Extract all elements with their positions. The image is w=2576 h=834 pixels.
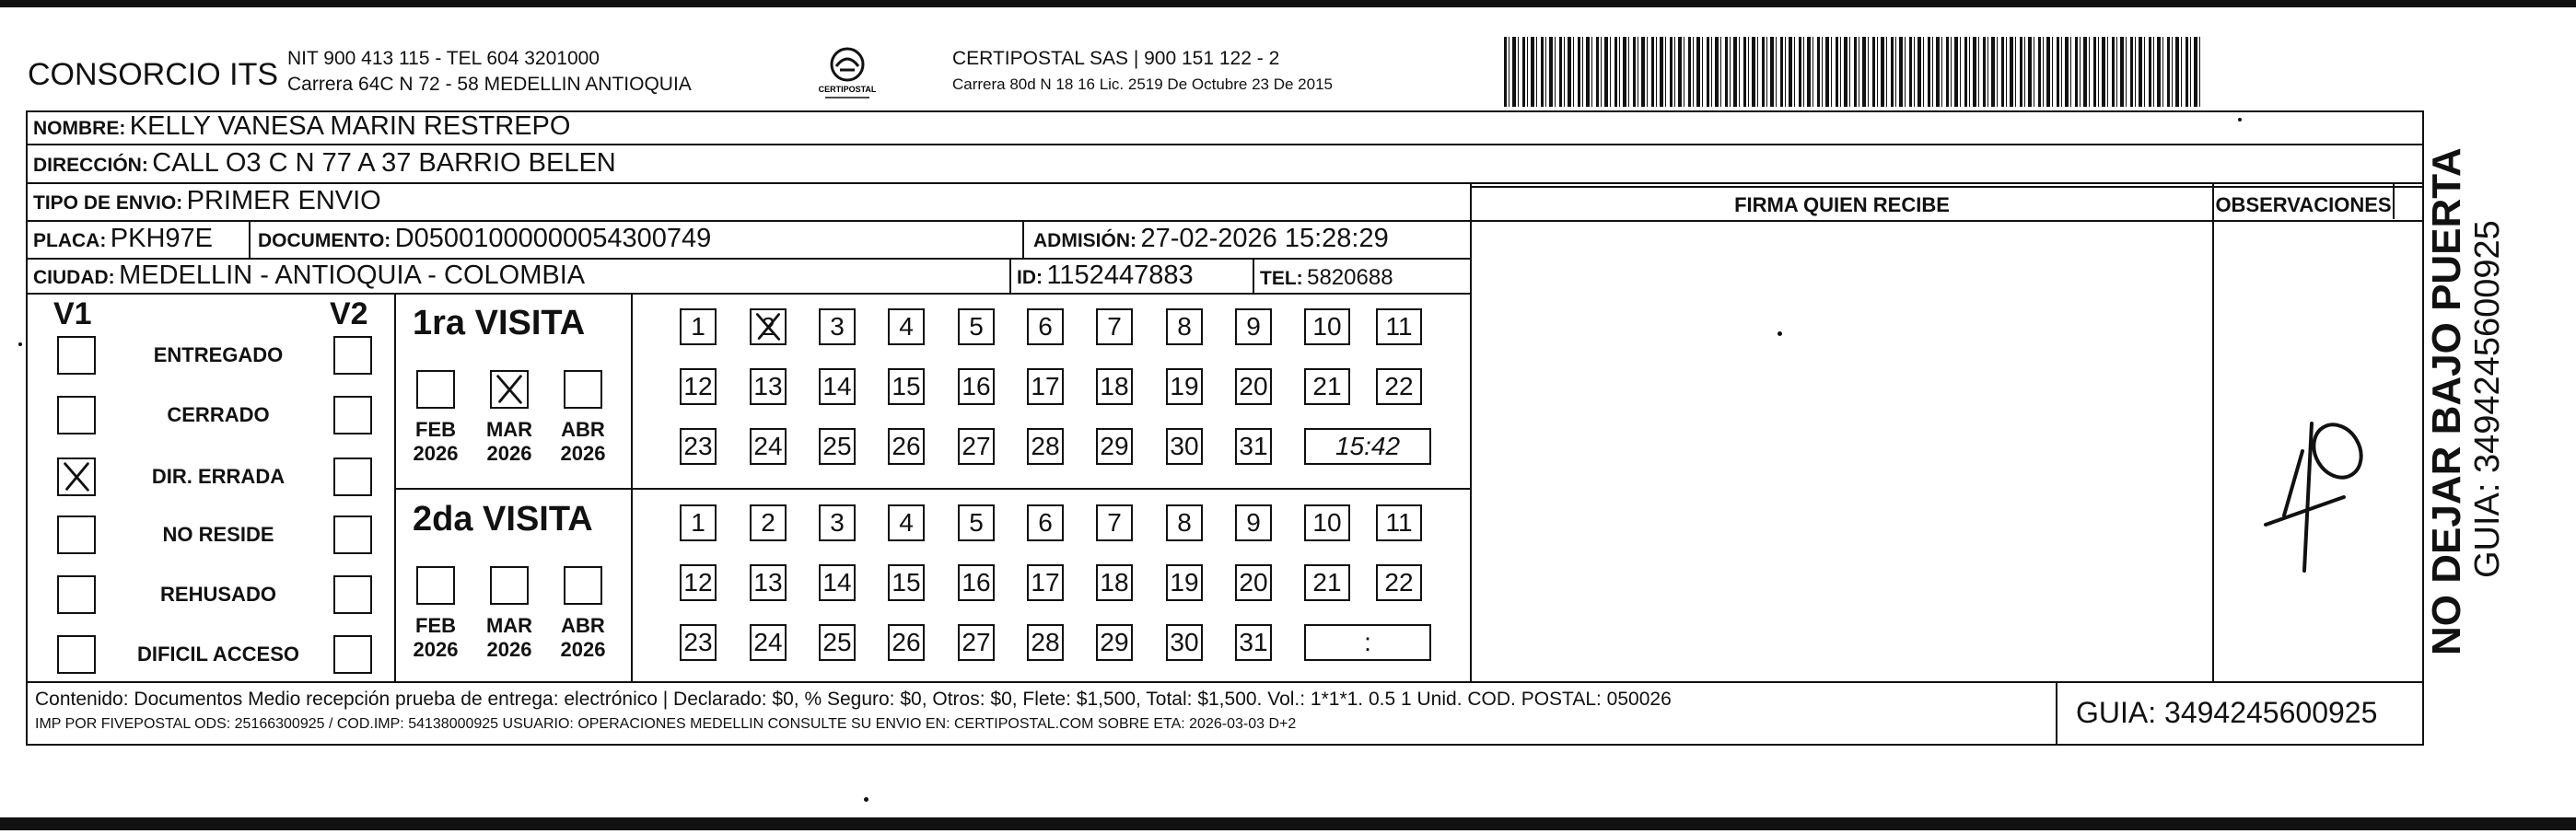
- day-box[interactable]: [750, 624, 787, 661]
- month-checkbox[interactable]: [416, 370, 455, 409]
- day-box[interactable]: [680, 504, 717, 541]
- month-checkbox[interactable]: [564, 370, 602, 409]
- month-label: [556, 614, 610, 662]
- ciudad-value: MEDELLIN - ANTIOQUIA - COLOMBIA: [119, 261, 586, 290]
- col-divider: [1009, 258, 1011, 293]
- col-divider: [631, 293, 633, 681]
- day-number: 26: [892, 628, 921, 656]
- day-box[interactable]: [1166, 368, 1203, 405]
- v2-checkbox[interactable]: [333, 336, 372, 375]
- nombre-label: NOMBRE:: [33, 118, 126, 139]
- col-divider: [1470, 182, 1472, 681]
- day-number: 18: [1100, 568, 1129, 597]
- day-box[interactable]: [1376, 504, 1422, 541]
- documento-row: [258, 224, 711, 254]
- month-checkbox[interactable]: [490, 370, 529, 409]
- month-label: [556, 418, 610, 466]
- day-box[interactable]: [958, 428, 995, 465]
- side-warning: NO DEJAR BAJO PUERTA: [2424, 147, 2469, 655]
- day-box[interactable]: [888, 624, 925, 661]
- col-divider: [2056, 681, 2057, 746]
- tel-value: 5820688: [1307, 265, 1393, 290]
- day-number: 13: [753, 372, 783, 400]
- day-box[interactable]: [1096, 504, 1133, 541]
- month-year: 2026: [486, 442, 532, 465]
- day-box[interactable]: [819, 564, 856, 601]
- scan-border-top: [0, 0, 2576, 7]
- v2-checkbox[interactable]: [333, 635, 372, 674]
- day-box[interactable]: [888, 308, 925, 345]
- documento-value: D05001000000054300749: [394, 224, 712, 253]
- day-number: 23: [683, 432, 713, 460]
- id-value: 1152447883: [1046, 261, 1194, 290]
- tel-label: TEL:: [1260, 268, 1303, 289]
- status-option-label: CERRADO: [167, 403, 270, 426]
- day-number: 6: [1038, 312, 1053, 341]
- day-box[interactable]: [1304, 368, 1350, 405]
- v2-checkbox[interactable]: [333, 515, 372, 554]
- day-number: 24: [753, 432, 783, 460]
- day-number: 4: [899, 312, 914, 341]
- documento-label: DOCUMENTO:: [258, 230, 391, 251]
- day-number: 10: [1312, 508, 1342, 537]
- day-box[interactable]: [1027, 368, 1064, 405]
- visit-title: 1ra VISITA: [413, 304, 586, 342]
- col-divider: [394, 293, 396, 681]
- col-divider: [1022, 220, 1024, 258]
- day-number: 3: [830, 312, 845, 341]
- day-number: 16: [962, 372, 991, 400]
- day-number: 1: [691, 508, 705, 537]
- side-guia: GUIA: 3494245600925: [2468, 220, 2507, 578]
- row-divider: [26, 182, 2424, 184]
- month-label: [409, 418, 462, 466]
- day-box[interactable]: [1304, 504, 1350, 541]
- day-number: 2: [761, 508, 775, 537]
- day-number: 27: [962, 628, 991, 656]
- day-box[interactable]: [1096, 564, 1133, 601]
- day-number: 15: [892, 372, 921, 400]
- row-divider: [1470, 186, 2424, 188]
- company-name: CONSORCIO ITS: [28, 57, 279, 92]
- status-option-label: DIFICIL ACCESO: [136, 643, 299, 666]
- id-label: ID:: [1017, 267, 1043, 288]
- day-number: 16: [962, 568, 991, 597]
- day-number: 5: [969, 312, 984, 341]
- day-number: 22: [1384, 568, 1414, 597]
- day-box[interactable]: [680, 624, 717, 661]
- day-box[interactable]: [1376, 564, 1422, 601]
- day-box[interactable]: [888, 504, 925, 541]
- time-value: 15:42: [1335, 432, 1401, 460]
- day-number: 30: [1170, 432, 1199, 460]
- time-box[interactable]: [1304, 624, 1431, 661]
- v2-checkbox[interactable]: [333, 575, 372, 614]
- ciudad-label: CIUDAD:: [33, 267, 115, 288]
- observaciones-header: OBSERVACIONES: [2215, 193, 2392, 216]
- tel-row: [1260, 265, 1393, 291]
- day-box[interactable]: [1027, 564, 1064, 601]
- month-year: 2026: [560, 442, 606, 465]
- day-box[interactable]: [1166, 428, 1203, 465]
- day-number: 5: [969, 508, 984, 537]
- tipo-value: PRIMER ENVIO: [186, 186, 381, 215]
- day-number: 25: [822, 628, 852, 656]
- footer-guia: GUIA: 3494245600925: [2076, 696, 2378, 729]
- day-box[interactable]: [750, 504, 787, 541]
- direccion-row: [33, 148, 616, 179]
- scan-dot: [18, 342, 22, 346]
- v1-checkbox[interactable]: [57, 458, 96, 496]
- day-box[interactable]: [958, 504, 995, 541]
- day-box[interactable]: [1376, 308, 1422, 345]
- day-box[interactable]: [1027, 624, 1064, 661]
- day-box[interactable]: [888, 368, 925, 405]
- day-box[interactable]: [750, 308, 787, 345]
- day-number: 2: [761, 312, 775, 341]
- direccion-value: CALL O3 C N 77 A 37 BARRIO BELEN: [152, 148, 616, 178]
- day-number: 20: [1239, 372, 1268, 400]
- day-number: 7: [1107, 312, 1122, 341]
- certipostal-nit: CERTIPOSTAL SAS | 900 151 122 - 2: [952, 48, 1280, 69]
- day-box[interactable]: [1304, 308, 1350, 345]
- day-box[interactable]: [819, 504, 856, 541]
- day-number: 12: [683, 568, 713, 597]
- day-number: 29: [1100, 628, 1129, 656]
- day-box[interactable]: [1096, 308, 1133, 345]
- v1-checkbox[interactable]: [57, 515, 96, 554]
- day-box[interactable]: [1166, 564, 1203, 601]
- day-number: 10: [1312, 312, 1342, 341]
- day-number: 6: [1038, 508, 1053, 537]
- month-year: 2026: [560, 638, 606, 661]
- day-box[interactable]: [819, 308, 856, 345]
- day-number: 11: [1385, 508, 1413, 537]
- day-number: 15: [892, 568, 921, 597]
- day-number: 31: [1239, 432, 1268, 460]
- day-box[interactable]: [1235, 564, 1272, 601]
- month-checkbox[interactable]: [564, 566, 602, 605]
- row-divider: [26, 220, 2424, 222]
- visit-title: 2da VISITA: [413, 500, 593, 539]
- day-number: 3: [830, 508, 845, 537]
- day-number: 27: [962, 432, 991, 460]
- day-number: 21: [1312, 372, 1342, 400]
- nombre-row: [33, 111, 570, 142]
- day-number: 17: [1031, 372, 1060, 400]
- logo-text: CERTIPOSTAL: [818, 85, 877, 94]
- placa-row: [33, 224, 213, 254]
- status-option-label: ENTREGADO: [153, 343, 284, 366]
- day-box[interactable]: [1096, 368, 1133, 405]
- day-box[interactable]: [819, 368, 856, 405]
- day-number: 19: [1170, 372, 1199, 400]
- month-year: 2026: [413, 442, 459, 465]
- day-number: 1: [691, 312, 705, 341]
- admision-value: 27-02-2026 15:28:29: [1140, 224, 1389, 253]
- day-number: 8: [1177, 312, 1192, 341]
- time-value: :: [1364, 628, 1371, 656]
- observation-handwriting: [2247, 387, 2376, 598]
- month-label: [483, 418, 536, 466]
- day-box[interactable]: [958, 368, 995, 405]
- day-number: 17: [1031, 568, 1060, 597]
- day-box[interactable]: [1027, 428, 1064, 465]
- day-box[interactable]: [1096, 428, 1133, 465]
- day-number: 23: [683, 628, 713, 656]
- scan-dot: [2238, 118, 2242, 122]
- v1-header: V1: [53, 296, 92, 331]
- certipostal-logo: [818, 44, 877, 103]
- v2-header: V2: [330, 296, 368, 331]
- company-nit: NIT 900 413 115 - TEL 604 3201000: [287, 48, 600, 69]
- day-number: 29: [1100, 432, 1129, 460]
- footer-contenido: Contenido: Documentos Medio recepción prueba de entrega: electrónico | Declarado: $0, % Seguro: $0, Otros: $0, Flete: $1,500, Total: $1,500. Vol.: 1*1*1. 0.5 1 Unid. COD. POSTAL: 050026: [35, 689, 1672, 710]
- day-box[interactable]: [888, 428, 925, 465]
- day-box[interactable]: [1235, 504, 1272, 541]
- day-box[interactable]: [1304, 564, 1350, 601]
- v2-checkbox[interactable]: [333, 396, 372, 434]
- day-box[interactable]: [750, 564, 787, 601]
- scan-border-bottom: [0, 817, 2576, 830]
- day-number: 20: [1239, 568, 1268, 597]
- admision-label: ADMISIÓN:: [1033, 230, 1136, 251]
- row-divider: [26, 293, 1470, 295]
- status-option-label: REHUSADO: [160, 583, 276, 606]
- firma-header: FIRMA QUIEN RECIBE: [1734, 193, 1950, 216]
- month-name: MAR: [485, 614, 533, 637]
- day-number: 21: [1312, 568, 1342, 597]
- day-number: 28: [1031, 432, 1060, 460]
- day-number: 4: [899, 508, 914, 537]
- day-box[interactable]: [958, 308, 995, 345]
- month-name: FEB: [415, 614, 456, 637]
- day-number: 28: [1031, 628, 1060, 656]
- status-option-label: DIR. ERRADA: [151, 465, 286, 488]
- day-number: 25: [822, 432, 852, 460]
- id-row: [1017, 261, 1194, 291]
- month-name: FEB: [415, 418, 456, 441]
- month-name: ABR: [561, 418, 605, 441]
- visit-divider: [394, 488, 1470, 490]
- company-address: Carrera 64C N 72 - 58 MEDELLIN ANTIOQUIA: [287, 74, 692, 95]
- day-box[interactable]: [680, 428, 717, 465]
- row-divider: [26, 144, 2424, 145]
- month-checkbox[interactable]: [416, 566, 455, 605]
- day-box[interactable]: [819, 428, 856, 465]
- day-box[interactable]: [1376, 368, 1422, 405]
- col-divider: [1253, 258, 1254, 293]
- day-number: 12: [683, 372, 713, 400]
- row-divider: [26, 681, 2424, 683]
- day-box[interactable]: [1166, 624, 1203, 661]
- month-label: [483, 614, 536, 662]
- day-box[interactable]: [1235, 624, 1272, 661]
- day-box[interactable]: [680, 308, 717, 345]
- month-year: 2026: [486, 638, 532, 661]
- day-number: 26: [892, 432, 921, 460]
- time-box[interactable]: [1304, 428, 1431, 465]
- day-number: 13: [753, 568, 783, 597]
- day-box[interactable]: [1235, 428, 1272, 465]
- day-box[interactable]: [1096, 624, 1133, 661]
- month-checkbox[interactable]: [490, 566, 529, 605]
- day-box[interactable]: [958, 564, 995, 601]
- col-divider: [2212, 182, 2214, 681]
- v2-checkbox[interactable]: [333, 458, 372, 496]
- day-number: 9: [1246, 312, 1261, 341]
- day-number: 11: [1385, 312, 1413, 341]
- direccion-label: DIRECCIÓN:: [33, 155, 148, 176]
- day-box[interactable]: [750, 368, 787, 405]
- day-number: 14: [822, 568, 852, 597]
- day-box[interactable]: [1166, 308, 1203, 345]
- v1-checkbox[interactable]: [57, 575, 96, 614]
- day-box[interactable]: [1235, 368, 1272, 405]
- day-number: 8: [1177, 508, 1192, 537]
- signature-area[interactable]: [1778, 331, 1782, 336]
- day-box[interactable]: [1027, 504, 1064, 541]
- tipo-label: TIPO DE ENVIO:: [33, 192, 183, 214]
- day-number: 7: [1107, 508, 1122, 537]
- placa-label: PLACA:: [33, 230, 107, 251]
- tipo-row: [33, 186, 381, 216]
- day-number: 31: [1239, 628, 1268, 656]
- day-box[interactable]: [888, 564, 925, 601]
- v1-checkbox[interactable]: [57, 336, 96, 375]
- day-box[interactable]: [750, 428, 787, 465]
- month-name: ABR: [561, 614, 605, 637]
- day-box[interactable]: [958, 624, 995, 661]
- month-name: MAR: [485, 418, 533, 441]
- day-number: 14: [822, 372, 852, 400]
- day-box[interactable]: [680, 368, 717, 405]
- certipostal-address: Carrera 80d N 18 16 Lic. 2519 De Octubre 23 De 2015: [952, 75, 1333, 93]
- day-box[interactable]: [1235, 308, 1272, 345]
- day-number: 9: [1246, 508, 1261, 537]
- admision-row: [1033, 224, 1389, 254]
- month-year: 2026: [413, 638, 459, 661]
- status-option-label: NO RESIDE: [162, 523, 274, 546]
- v1-checkbox[interactable]: [57, 635, 96, 674]
- month-label: [409, 614, 462, 662]
- day-box[interactable]: [819, 624, 856, 661]
- day-box[interactable]: [680, 564, 717, 601]
- day-box[interactable]: [1166, 504, 1203, 541]
- day-number: 22: [1384, 372, 1414, 400]
- placa-value: PKH97E: [110, 224, 214, 253]
- nombre-value: KELLY VANESA MARIN RESTREPO: [129, 111, 571, 141]
- col-divider: [249, 220, 251, 258]
- col-divider: [2393, 182, 2395, 219]
- day-number: 30: [1170, 628, 1199, 656]
- v1-checkbox[interactable]: [57, 396, 96, 434]
- day-number: 18: [1100, 372, 1129, 400]
- day-number: 19: [1170, 568, 1199, 597]
- ciudad-row: [33, 261, 585, 291]
- scan-dot: [864, 797, 868, 802]
- day-number: 24: [753, 628, 783, 656]
- barcode: [1504, 37, 2204, 107]
- footer-imp: IMP POR FIVEPOSTAL ODS: 25166300925 / COD.IMP: 54138000925 USUARIO: OPERACIONES MEDELLIN CONSULTE SU ENVIO EN: CERTIPOSTAL.COM SOBRE ETA: 2026-03-03 D+2: [35, 716, 1297, 732]
- day-box[interactable]: [1027, 308, 1064, 345]
